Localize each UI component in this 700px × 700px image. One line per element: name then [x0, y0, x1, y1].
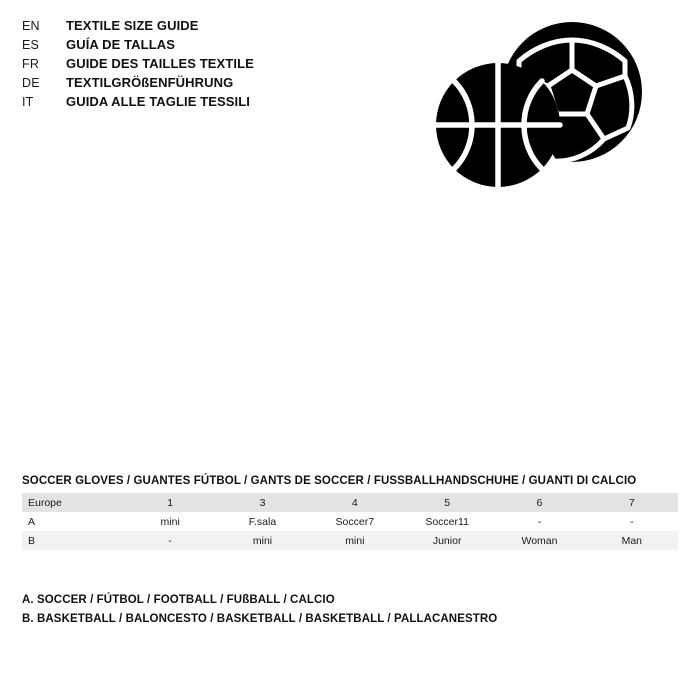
table-header-cell: 7	[586, 493, 678, 512]
table-header-row	[22, 493, 678, 512]
table-cell: Junior	[401, 531, 493, 550]
table-cell: Soccer11	[401, 512, 493, 531]
language-code: DE	[22, 76, 40, 90]
language-title: TEXTILGRÖßENFÜHRUNG	[66, 75, 234, 90]
size-table-block	[22, 475, 678, 550]
language-code: FR	[22, 57, 40, 71]
table-cell: mini	[309, 531, 401, 550]
table-row-label: B	[22, 531, 124, 550]
legend-block	[22, 594, 678, 632]
language-row	[22, 75, 322, 93]
table-row	[22, 531, 678, 550]
table-cell: Soccer7	[309, 512, 401, 531]
language-title: GUIDE DES TAILLES TEXTILE	[66, 56, 254, 71]
ball-illustration	[420, 20, 650, 205]
language-code: EN	[22, 19, 40, 33]
language-row	[22, 56, 322, 74]
table-cell: mini	[124, 512, 216, 531]
size-table-title: SOCCER GLOVES / GUANTES FÚTBOL / GANTS DE SOCCER / FUSSBALLHANDSCHUHE / GUANTI DI CALCIO	[22, 475, 637, 487]
language-title-list	[22, 18, 322, 113]
language-row	[22, 18, 322, 36]
size-table	[22, 493, 678, 550]
table-cell: F.sala	[216, 512, 308, 531]
language-row	[22, 94, 322, 112]
language-title: TEXTILE SIZE GUIDE	[66, 18, 199, 33]
table-cell: -	[124, 531, 216, 550]
table-header-cell: 3	[216, 493, 308, 512]
table-header-cell: 6	[493, 493, 585, 512]
table-header-cell: Europe	[22, 493, 124, 512]
language-code: IT	[22, 95, 34, 109]
table-cell: -	[586, 512, 678, 531]
table-header-cell: 1	[124, 493, 216, 512]
table-cell: Man	[586, 531, 678, 550]
table-header-cell: 4	[309, 493, 401, 512]
language-title: GUÍA DE TALLAS	[66, 37, 176, 52]
table-cell: mini	[216, 531, 308, 550]
language-code: ES	[22, 38, 40, 52]
table-row	[22, 512, 678, 531]
legend-line-a: A. SOCCER / FÚTBOL / FOOTBALL / FUßBALL / CALCIO	[22, 594, 335, 606]
basketball-icon	[436, 63, 560, 187]
table-row-label: A	[22, 512, 124, 531]
legend-line-b: B. BASKETBALL / BALONCESTO / BASKETBALL / BASKETBALL / PALLACANESTRO	[22, 613, 498, 625]
language-title: GUIDA ALLE TAGLIE TESSILI	[66, 94, 251, 109]
table-header-cell: 5	[401, 493, 493, 512]
table-cell: Woman	[493, 531, 585, 550]
table-cell: -	[493, 512, 585, 531]
document-header	[0, 0, 700, 210]
language-row	[22, 37, 322, 55]
